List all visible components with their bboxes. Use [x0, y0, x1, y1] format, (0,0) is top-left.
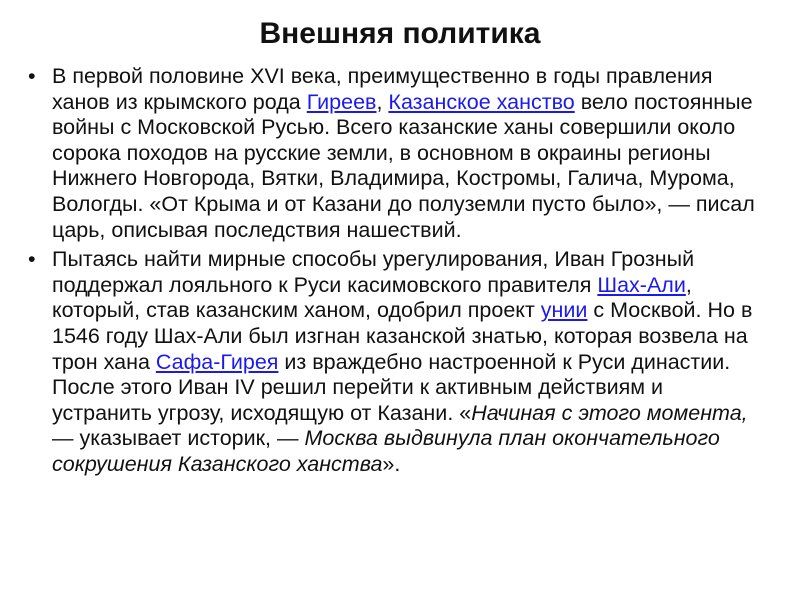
paragraph-text: вело постоянные войны с Московской Русью. Всего казанские ханы совершили около сорока походов на русские земли, в основном в окраины регионы Нижнего Новгорода, Вятки, Владимира, Костромы, Галича, Мурома, Вологды. «От Крыма и от Казани до полуземли пусто было», — писал царь, описывая последствия нашествий. [52, 89, 755, 242]
bullet-list [26, 64, 756, 482]
paragraph-text: , [376, 89, 389, 114]
italic-quote: Москва выдвинула план окончательного сокрушения Казанского ханства [52, 426, 720, 476]
link-union[interactable]: унии [540, 298, 588, 323]
link-safa-girey[interactable]: Сафа-Гирея [155, 349, 279, 374]
paragraph-text: с Москвой. Но в 1546 году Шах-Али был изгнан казанской знатью, которая возвела на трон хана [52, 298, 753, 374]
paragraph-text: — указывает историк, — [52, 426, 305, 451]
slide-title: Внешняя политика [259, 17, 541, 50]
bullet-paragraph-2 [26, 247, 756, 477]
link-gireys[interactable]: Гиреев [306, 89, 377, 114]
paragraph-text: В первой половине XVI века, преимущественно в годы правления ханов из крымского рода [52, 64, 713, 114]
italic-quote: Начиная с этого момента, [471, 400, 748, 425]
paragraph-text: из враждебно настроенной к Руси династии. После этого Иван IV решил перейти к активным действиям и устранить угрозу, исходящую от Казани. « [52, 349, 731, 425]
link-kazan-khanate[interactable]: Казанское ханство [388, 89, 575, 114]
paragraph-text: Пытаясь найти мирные способы урегулирования, Иван Грозный поддержал лояльного к Руси касимовского правителя [52, 247, 695, 297]
bullet-paragraph-1 [26, 64, 756, 243]
paragraph-text: ». [382, 451, 401, 476]
bullet-marker: • [28, 64, 36, 88]
paragraph-text: , который, став казанским ханом, одобрил проект [52, 272, 692, 323]
bullet-marker: • [28, 247, 36, 272]
link-shah-ali[interactable]: Шах-Али [597, 272, 686, 297]
